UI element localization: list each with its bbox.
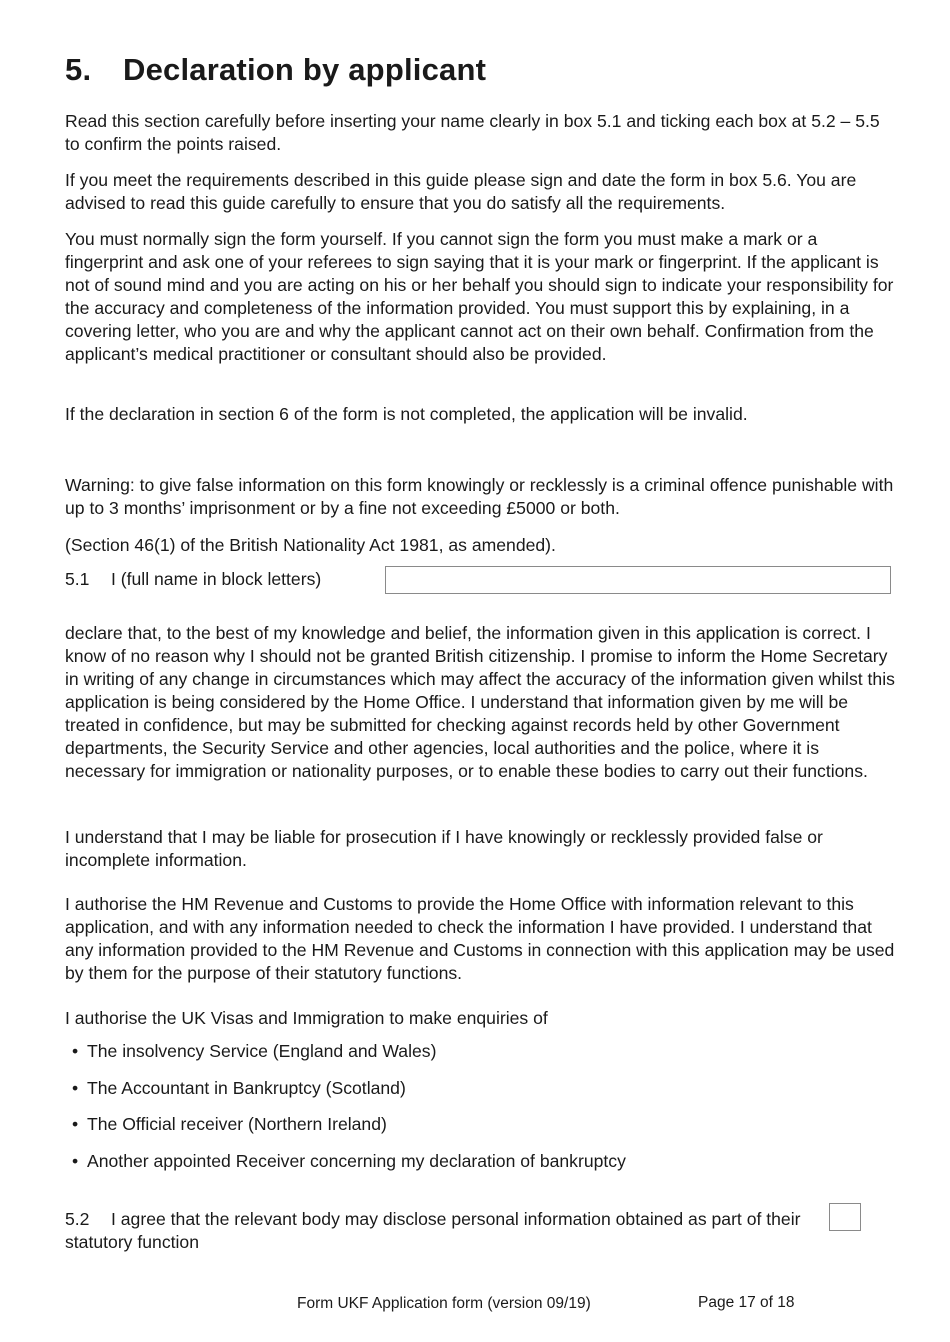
question-label: I (full name in block letters) bbox=[111, 569, 322, 589]
list-item bbox=[72, 1113, 626, 1150]
section-heading bbox=[65, 52, 486, 88]
declaration-paragraph: I authorise the UK Visas and Immigration to make enquiries of bbox=[65, 1008, 548, 1028]
list-item-text: The Official receiver (Northern Ireland) bbox=[87, 1114, 387, 1135]
section-title: Declaration by applicant bbox=[123, 52, 487, 87]
list-item-text: Another appointed Receiver concerning my declaration of bankruptcy bbox=[87, 1150, 626, 1171]
intro-paragraph: If you meet the requirements described in this guide please sign and date the form in box 5.6. You are advised to read this guide carefully to ensure that you do satisfy all the requirements. bbox=[65, 170, 857, 213]
bullet-icon: • bbox=[72, 1114, 79, 1135]
warning-text: Warning: to give false information on this form knowingly or recklessly is a criminal offence punishable with up to 3 months’ imprisonment or by a fine not exceeding £5000 or both. bbox=[65, 475, 894, 518]
bullet-icon: • bbox=[72, 1077, 79, 1098]
list-item bbox=[72, 1040, 626, 1077]
act-reference: (Section 46(1) of the British Nationality Act 1981, as amended). bbox=[65, 535, 556, 555]
intro-paragraph: If the declaration in section 6 of the form is not completed, the application will be invalid. bbox=[65, 404, 748, 424]
agree-checkbox[interactable] bbox=[829, 1203, 861, 1231]
question-number: 5.2 bbox=[65, 1209, 90, 1229]
footer-form-name: Form UKF Application form (version 09/19) bbox=[297, 1295, 591, 1312]
full-name-label bbox=[65, 568, 321, 591]
enquiry-bodies-list bbox=[72, 1040, 626, 1186]
list-item bbox=[72, 1150, 626, 1187]
declaration-paragraph: declare that, to the best of my knowledge and belief, the information given in this application is correct. I know of no reason why I should not be granted British citizenship. I promise to inform the Home Secretary in writing of any change in circumstances which may affect the accuracy of the information given whilst this application is being considered by the Home Office. I understand that information given by me will be treated in confidence, but may be submitted for checking against records held by other Government departments, the Security Service and other agencies, local authorities and the police, where it is necessary for immigration or nationality purposes, or to enable these bodies to carry out their functions. bbox=[65, 623, 895, 781]
full-name-input[interactable] bbox=[385, 566, 891, 594]
bullet-icon: • bbox=[72, 1041, 79, 1061]
intro-paragraph: You must normally sign the form yourself. If you cannot sign the form you must make a mark or a fingerprint and ask one of your referees to sign saying that it is your mark or fingerprint. If the applicant is not of sound mind and you are acting on his or her behalf you should sign to indicate your responsibility for the accuracy and completeness of the information provided. You must support this by explaining, in a covering letter, who you are and why the applicant cannot act on their own behalf. Confirmation from the applicant’s medical practitioner or consultant should also be provided. bbox=[65, 229, 894, 364]
list-item-text: The insolvency Service (England and Wales) bbox=[87, 1041, 437, 1061]
list-item bbox=[72, 1077, 626, 1114]
list-item-text: The Accountant in Bankruptcy (Scotland) bbox=[87, 1077, 406, 1098]
declaration-paragraph: I authorise the HM Revenue and Customs to provide the Home Office with information relevant to this application, and with any information needed to check the information I have provided. I understand that any information provided to the HM Revenue and Customs in connection with this application may be used by them for the purpose of their statutory functions. bbox=[65, 894, 895, 983]
section-number: 5. bbox=[65, 52, 92, 87]
agree-statement bbox=[65, 1208, 825, 1254]
question-number: 5.1 bbox=[65, 569, 90, 589]
agree-statement-text: I agree that the relevant body may disclose personal information obtained as part of their statutory function bbox=[65, 1209, 801, 1252]
intro-paragraph: Read this section carefully before inserting your name clearly in box 5.1 and ticking each box at 5.2 – 5.5 to confirm the points raised. bbox=[65, 111, 880, 154]
full-name-field-row bbox=[65, 566, 891, 594]
bullet-icon: • bbox=[72, 1150, 79, 1171]
footer-page-number: Page 17 of 18 bbox=[698, 1294, 795, 1311]
declaration-paragraph: I understand that I may be liable for prosecution if I have knowingly or recklessly provided false or incomplete information. bbox=[65, 827, 823, 870]
